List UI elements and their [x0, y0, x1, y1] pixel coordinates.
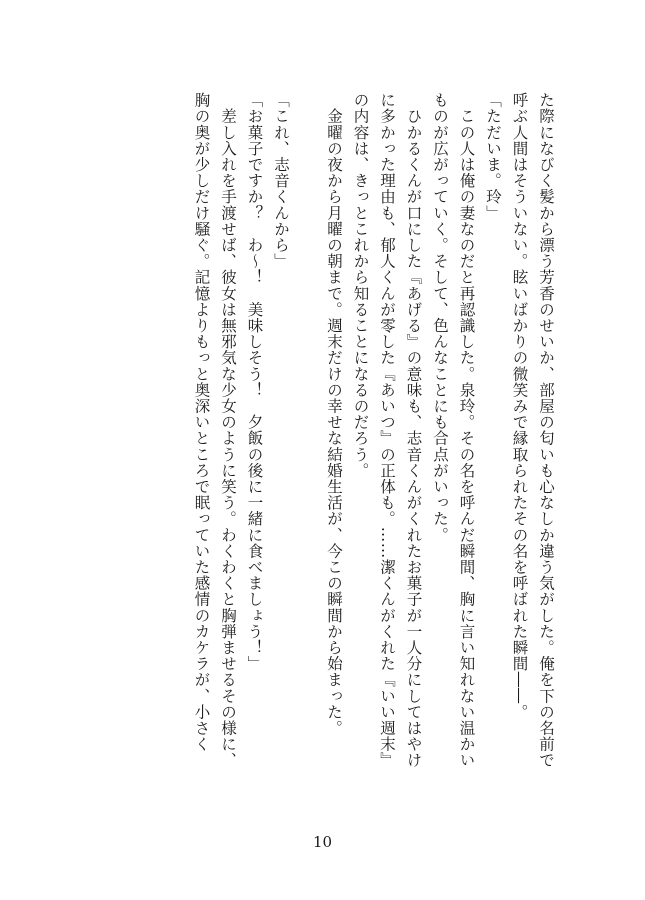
text-line-11: 「これ、志音くんから」: [272, 92, 290, 270]
text-line-12: 「お菓子ですか？ わ～！ 美味しそう！ 夕飯の後に一緒に食べましょう！」: [245, 92, 264, 672]
vertical-text-body: [59, 92, 559, 812]
text-line-7: に多かった理由も、郁人くんが零した『あいつ』の正体も。……潔くんがくれた『いい週末』: [378, 92, 396, 769]
text-line-9: 金曜の夜から月曜の朝まで。週末だけの幸せな結婚生活が、今この瞬間から始まった。: [325, 92, 343, 736]
text-line-6: ひかるくんが口にした『あげる』の意味も、志音くんがくれたお菓子が一人分にしてはやけ: [404, 92, 423, 769]
page-number: 10: [312, 833, 333, 851]
text-line-1: た際になびく髪から漂う芳香のせいか、部屋の匂いも心なしか違う気がした。俺を下の名前で: [537, 92, 555, 769]
text-line-5: ものが広がっていく。そして、色んなことにも合点がいった。: [431, 92, 449, 543]
text-line-14: 胸の奥が少しだけ騒ぐ。記憶よりもっと奥深いところで眠っていた感情のカケラが、小さく: [192, 92, 211, 753]
text-line-3: 「ただいま。玲」: [484, 92, 502, 221]
text-line-2: 呼ぶ人間はそういない。眩いばかりの微笑みで縁取られたその名を呼ばれた瞬間――。: [510, 92, 529, 720]
blank-line: [294, 92, 321, 812]
text-line-8: の内容は、きっとこれから知ることになるのだろう。: [351, 92, 370, 479]
text-line-13: 差し入れを手渡せば、彼女は無邪気な少女のように笑う。わくわくと胸弾ませるその様に、: [219, 92, 237, 769]
text-line-4: この人は俺の妻なのだと再認識した。泉玲。その名を呼んだ瞬間、胸に言い知れない温かい: [457, 92, 476, 769]
